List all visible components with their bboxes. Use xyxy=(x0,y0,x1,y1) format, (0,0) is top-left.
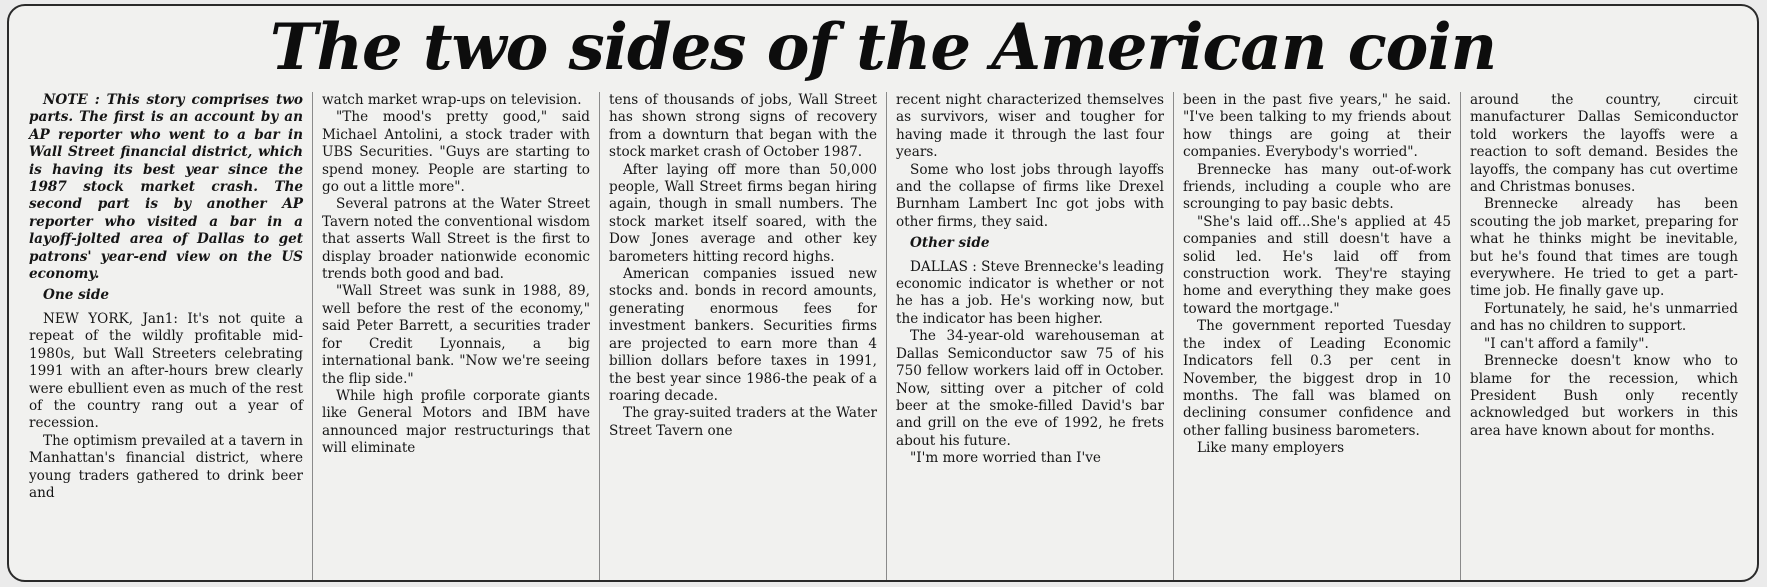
headline: The two sides of the American coin xyxy=(269,10,1497,85)
article-paragraph: After laying off more than 50,000 people, Wall Street firms began hiring again, though in small numbers. The stock market itself soared, with the Dow Jones average and other key barometers hitting record highs. xyxy=(609,161,877,265)
article-paragraph: The gray-suited traders at the Water Street Tavern one xyxy=(609,405,877,439)
section-subhead: One side xyxy=(43,287,110,304)
article-paragraph: "She's laid off...She's applied at 45 companies and still doesn't have a solid led. He's laid off from construction work. They're staying home and everything they make goes toward the mortgage." xyxy=(1183,213,1451,317)
article-paragraph: "I can't afford a family". xyxy=(1484,335,1649,352)
article-paragraph: While high profile corporate giants like General Motors and IBM have announced major restructurings that will eliminate xyxy=(322,387,590,457)
article-paragraph: The 34-year-old warehouseman at Dallas Semiconductor saw 75 of his 750 fellow workers laid off in October. Now, sitting over a pitcher of cold beer at the smoke-filled David's bar and grill on the eve of 1992, he frets about his future. xyxy=(896,328,1164,449)
article-paragraph: The optimism prevailed at a tavern in Manhattan's financial district, where young traders gathered to drink beer and xyxy=(29,432,303,501)
article-paragraph: Some who lost jobs through layoffs and the collapse of firms like Drexel Burnham Lambert Inc got jobs with other firms, they said. xyxy=(896,161,1164,230)
article-paragraph: DALLAS : Steve Brennecke's leading economic indicator is whether or not he has a job. He's working now, but the indicator has been higher. xyxy=(896,258,1165,327)
article-column-5 xyxy=(1173,92,1460,582)
article-column-3 xyxy=(599,92,886,582)
article-column-2 xyxy=(312,92,599,582)
article-paragraph: "I'm more worried than I've xyxy=(910,450,1101,467)
continued-paragraph: been in the past five years," he said. "I've been talking to my friends about how things are going at their companies. Everybody's worried". xyxy=(1183,92,1451,161)
article-paragraph: The government reported Tuesday the index of Leading Economic Indicators fell 0.3 per cent in November, the biggest drop in 10 months. The fall was blamed on declining consumer confidence and other falling business barometers. xyxy=(1183,318,1451,439)
article-columns xyxy=(25,92,1747,582)
section-subhead: Other side xyxy=(910,235,990,252)
continued-paragraph: watch market wrap-ups on television. xyxy=(322,92,582,108)
article-paragraph: "The mood's pretty good," said Michael Antolini, a stock trader with UBS Securities. "Guys are starting to spend money. People are starting to go out a little more". xyxy=(322,109,590,196)
article-column-6 xyxy=(1460,92,1747,582)
article-paragraph: Fortunately, he said, he's unmarried and has no children to support. xyxy=(1470,300,1738,335)
continued-paragraph: recent night characterized themselves as survivors, wiser and tougher for having made it through the last four years. xyxy=(896,92,1164,161)
article-paragraph: American companies issued new stocks and. bonds in record amounts, generating enormous fees for investment bankers. Securities firms are projected to earn more than 4 billion dollars before taxes in 1991, the best year since 1986-the peak of a roaring decade. xyxy=(609,266,877,404)
article-paragraph: Several patrons at the Water Street Tavern noted the conventional wisdom that asserts Wall Street is the first to display broader nationwide economic trends both good and bad. xyxy=(322,196,590,283)
newspaper-clipping xyxy=(7,4,1759,582)
article-paragraph: Like many employers xyxy=(1197,440,1345,457)
editor-note: NOTE : This story comprises two parts. The first is an account by an AP reporter who went to a bar in Wall Street financial district, which is having its best year since the 1987 stock market crash. The second part is by another AP reporter who visited a bar in a layoff-jolted area of Dallas to get patrons' year-end view on the US economy. xyxy=(29,92,303,283)
article-paragraph: "Wall Street was sunk in 1988, 89, well before the rest of the economy," said Peter Barrett, a securities trader for Credit Lyonnais, a big international bank. "Now we're seeing the flip side." xyxy=(322,283,590,387)
article-column-1 xyxy=(25,92,312,582)
article-paragraph: Brennecke already has been scouting the job market, preparing for what he thinks might be inevitable, but he's found that times are tough everywhere. He tried to get a part-time job. He finally gave up. xyxy=(1470,196,1738,300)
continued-paragraph: tens of thousands of jobs, Wall Street has shown strong signs of recovery from a downturn that began with the stock market crash of October 1987. xyxy=(609,92,877,161)
article-paragraph: NEW YORK, Jan1: It's not quite a repeat of the wildly profitable mid-1980s, but Wall Streeters celebrating 1991 with an after-hours brew clearly were ebullient even as much of the rest of the country rang out a year of recession. xyxy=(29,310,303,432)
article-paragraph: Brennecke doesn't know who to blame for the recession, which President Bush only recently acknowledged but workers in this area have known about for months. xyxy=(1470,353,1738,439)
article-column-4 xyxy=(886,92,1173,582)
article-paragraph: Brennecke has many out-of-work friends, including a couple who are scrounging to pay basic debts. xyxy=(1183,161,1451,213)
continued-paragraph: around the country, circuit manufacturer Dallas Semiconductor told workers the layoffs were a reaction to soft demand. Besides the layoffs, the company has cut overtime and Christmas bonuses. xyxy=(1470,92,1738,196)
